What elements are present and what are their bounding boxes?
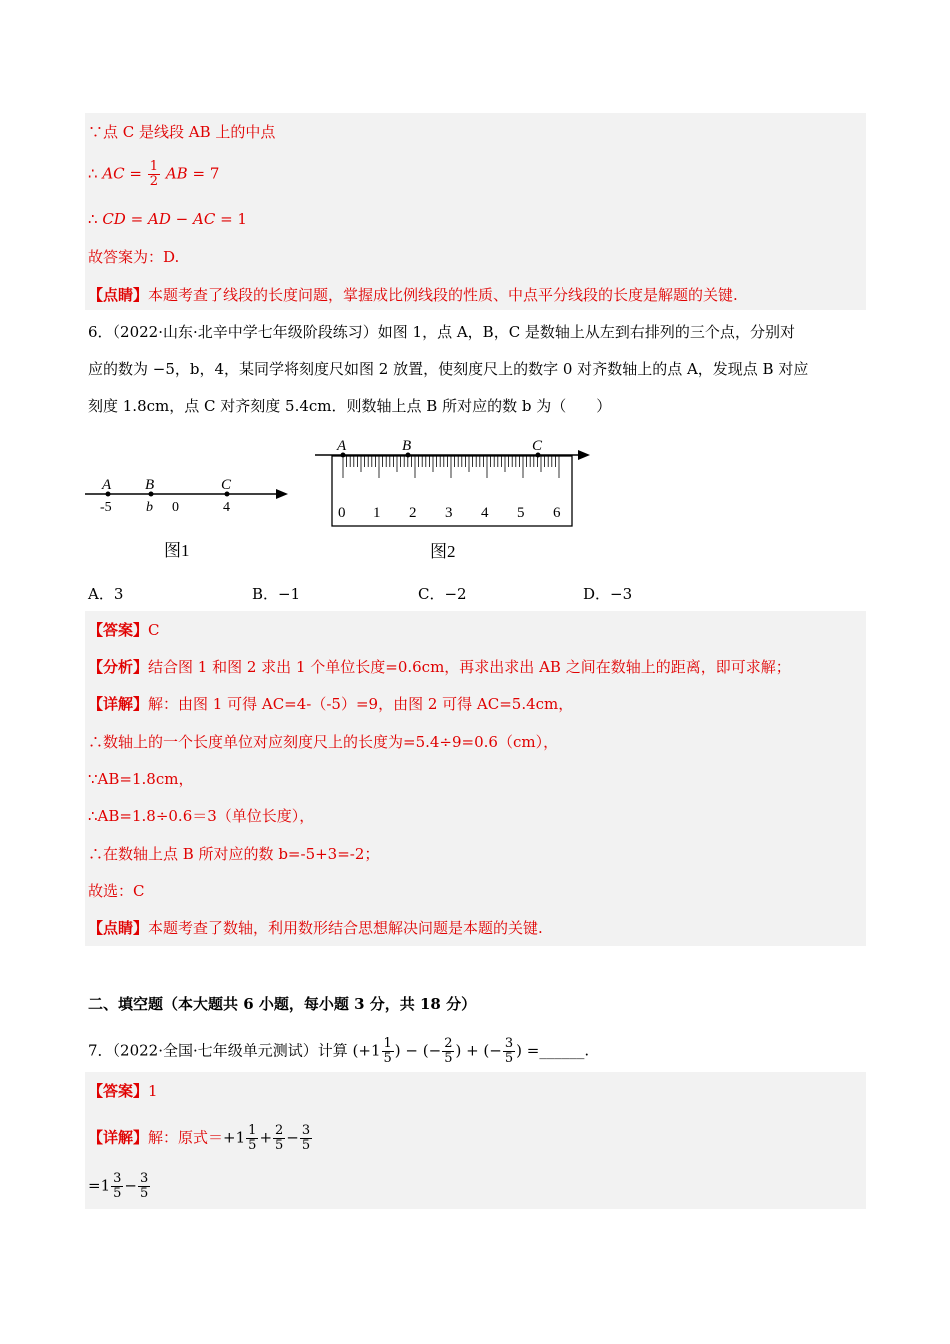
- expr-part: +: [259, 1128, 273, 1147]
- fraction: $\frac{3}{5}$: [113, 1171, 122, 1201]
- q6-detail-3: ∵AB=1.8cm，: [88, 770, 194, 788]
- fraction: $\frac{3}{5}$: [301, 1123, 311, 1153]
- fig2-num-2: 2: [409, 505, 417, 521]
- q6-detail-1: [88, 694, 573, 714]
- point-text: 本题考查了数轴，利用数形结合思想解决问题是本题的关键.: [148, 919, 543, 937]
- answer-tag: 【答案】: [88, 621, 149, 639]
- answer-value: C: [148, 621, 160, 639]
- expr-part: ) =: [516, 1041, 540, 1060]
- fraction: $\frac{3}{5}$: [504, 1036, 514, 1066]
- point-tag: 【点睛】: [88, 919, 149, 937]
- q7-answer: [88, 1081, 158, 1101]
- var-ab: AB: [165, 164, 188, 183]
- point-tag: 【点睛】: [88, 286, 149, 304]
- figure-1-number-line: [80, 470, 300, 570]
- expr-part: −: [124, 1176, 137, 1195]
- q6-stem-1: 6．（2022·山东·北辛中学七年级阶段练习）如图 1，点 A，B，C 是数轴上从左到右排列的三个点，分别对: [88, 323, 795, 341]
- q5-point: [88, 285, 738, 305]
- value: = 1: [220, 210, 247, 228]
- q5-line-1: ∵点 C 是线段 AB 上的中点: [88, 123, 276, 141]
- fig1-label-c: C: [221, 477, 232, 493]
- option-c[interactable]: C．−2: [418, 585, 467, 603]
- equals: =: [129, 164, 142, 183]
- therefore-symbol: ∴: [88, 164, 98, 183]
- fraction: $\frac{3}{5}$: [139, 1171, 149, 1201]
- fig2-num-3: 3: [445, 505, 453, 521]
- equals: =: [130, 210, 144, 228]
- expr-part: +1: [223, 1128, 246, 1147]
- answer-value: 1: [148, 1082, 158, 1100]
- fig2-label-b: B: [402, 438, 412, 454]
- fig1-label-a: A: [102, 477, 112, 493]
- detail-tag: 【详解】: [88, 695, 149, 713]
- point-text: 本题考查了线段的长度问题，掌握成比例线段的性质、中点平分线段的长度是解题的关键.: [148, 286, 738, 304]
- detail-text: 解：由图 1 可得 AC=4-（-5）=9，由图 2 可得 AC=5.4cm，: [148, 695, 574, 713]
- fraction: $\frac{1}{5}$: [248, 1123, 257, 1153]
- fig1-caption: 图1: [164, 541, 190, 560]
- expr-part: ) − (−: [394, 1041, 442, 1060]
- fig2-label-c: C: [532, 438, 543, 454]
- fraction: $\frac{1}{5}$: [383, 1036, 392, 1066]
- q5-line-2: [88, 160, 219, 189]
- q7-detail-2: [88, 1172, 151, 1201]
- option-a[interactable]: A．3: [88, 585, 124, 603]
- analysis-tag: 【分析】: [88, 658, 149, 676]
- q6-detail-2: ∴数轴上的一个长度单位对应刻度尺上的长度为=5.4÷9=0.6（cm），: [88, 733, 559, 751]
- fig2-num-4: 4: [481, 505, 489, 521]
- q7-stem: [88, 1037, 589, 1066]
- detail-prefix: 解：原式＝: [148, 1128, 224, 1147]
- expr-part: =1: [88, 1176, 111, 1195]
- q6-point: [88, 918, 543, 938]
- q6-answer: [88, 620, 160, 640]
- fig2-label-a: A: [337, 438, 347, 454]
- fraction: $\frac{2}{5}$: [275, 1123, 284, 1153]
- q6-analysis: [88, 657, 791, 677]
- fig1-label-b: B: [145, 477, 155, 493]
- q6-detail-5: ∴在数轴上点 B 所对应的数 b=-5+3=-2；: [88, 845, 380, 863]
- fraction-half: $\frac{1}{2}$: [149, 159, 159, 189]
- detail-tag: 【详解】: [88, 1128, 149, 1147]
- value: = 7: [192, 164, 220, 183]
- q6-stem-2: 应的数为 −5，b，4，某同学将刻度尺如图 2 放置，使刻度尺上的数字 0 对齐数轴上的点 A，发现点 B 对应: [88, 360, 809, 378]
- q5-answer: 故答案为：D.: [88, 248, 180, 266]
- ruler-ticks: [343, 456, 559, 478]
- expr-part: ) + (−: [455, 1041, 502, 1060]
- fig1-tick-4: 4: [223, 500, 230, 515]
- var-cd: CD: [102, 210, 126, 228]
- var-ac: AC: [102, 164, 125, 183]
- fig1-tick-0: 0: [172, 500, 179, 515]
- expr-part: .: [584, 1041, 590, 1060]
- fig2-num-0: 0: [338, 505, 346, 521]
- section-2-title: 二、填空题（本大题共 6 小题，每小题 3 分，共 18 分）: [88, 995, 477, 1013]
- q6-detail-6: 故选：C: [88, 882, 145, 900]
- fig2-num-6: 6: [553, 505, 561, 521]
- q6-detail-4: ∴AB=1.8÷0.6＝3（单位长度），: [88, 807, 315, 825]
- var-ad: AD: [147, 210, 171, 228]
- figure-2-ruler: [310, 435, 610, 570]
- fig1-tick-neg5: -5: [100, 500, 112, 515]
- analysis-text: 结合图 1 和图 2 求出 1 个单位长度=0.6cm，再求出求出 AB 之间在数轴上的距离，即可求解；: [148, 658, 791, 676]
- fig2-num-1: 1: [373, 505, 381, 521]
- q5-line-3: [88, 209, 247, 229]
- answer-blank[interactable]: ______: [539, 1041, 585, 1060]
- answer-tag: 【答案】: [88, 1082, 149, 1100]
- fig2-caption: 图2: [430, 542, 456, 561]
- option-d[interactable]: D．−3: [583, 585, 633, 603]
- fig1-tick-b: b: [146, 500, 153, 515]
- minus: −: [175, 210, 189, 228]
- expr-part: −: [286, 1128, 299, 1147]
- q7-detail-1: [88, 1124, 313, 1153]
- option-b[interactable]: B．−1: [252, 585, 301, 603]
- fig2-num-5: 5: [517, 505, 525, 521]
- q6-stem-3: 刻度 1.8cm，点 C 对齐刻度 5.4cm．则数轴上点 B 所对应的数 b 为（ ）: [88, 397, 612, 415]
- expr-part: (+1: [352, 1041, 381, 1060]
- var-ac: AC: [192, 210, 216, 228]
- q7-stem-prefix: 7．（2022·全国·七年级单元测试）计算: [88, 1041, 348, 1060]
- therefore-symbol: ∴: [88, 210, 98, 228]
- fraction: $\frac{2}{5}$: [444, 1036, 453, 1066]
